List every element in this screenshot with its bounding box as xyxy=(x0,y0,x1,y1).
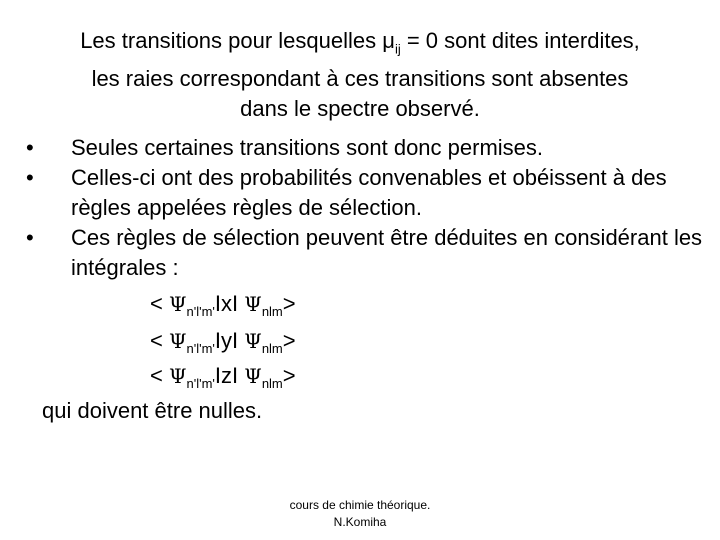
bullet-item xyxy=(26,223,706,283)
psi-subscript: n'l'm' xyxy=(186,341,215,356)
footer-author: N.Komiha xyxy=(333,515,387,529)
intro-line-1 xyxy=(20,26,700,64)
operator: IzI xyxy=(214,363,245,388)
bracket-open: < xyxy=(150,291,169,316)
integral-y xyxy=(150,326,296,356)
bullet-icon: • xyxy=(26,225,34,250)
bracket-close: > xyxy=(282,363,296,388)
psi-subscript: n'l'm' xyxy=(186,304,215,319)
psi-symbol: Ψ xyxy=(168,292,187,316)
intro-line-1-text: Les transitions pour lesquelles μ xyxy=(80,28,395,53)
bullet-icon: • xyxy=(26,135,34,160)
conclusion-text: qui doivent être nulles. xyxy=(42,398,263,423)
bracket-open: < xyxy=(150,363,169,388)
operator: IxI xyxy=(214,291,245,316)
bracket-close: > xyxy=(282,328,296,353)
psi-subscript: n'l'm' xyxy=(186,376,215,391)
mu-subscript: ij xyxy=(394,41,401,57)
bracket-open: < xyxy=(150,328,169,353)
psi-symbol: Ψ xyxy=(244,364,262,388)
bullet-text: Seules certaines transitions sont donc permises. xyxy=(71,135,544,160)
bullet-item xyxy=(26,163,706,223)
operator: IyI xyxy=(214,328,245,353)
bracket-close: > xyxy=(282,291,296,316)
psi-symbol: Ψ xyxy=(168,364,187,388)
psi-subscript: nlm xyxy=(261,341,283,356)
bullet-icon: • xyxy=(26,165,34,190)
integral-z xyxy=(150,361,296,391)
bullet-text: Ces règles de sélection peuvent être déduites en considérant les intégrales : xyxy=(71,225,703,280)
psi-subscript: nlm xyxy=(261,376,283,391)
intro-line-2: les raies correspondant à ces transitions sont absentes xyxy=(91,66,629,92)
integral-x xyxy=(150,289,296,319)
footer-course: cours de chimie théorique. xyxy=(289,498,431,512)
intro-line-3: dans le spectre observé. xyxy=(240,96,480,122)
psi-subscript: nlm xyxy=(261,304,283,319)
intro-paragraph xyxy=(20,26,700,124)
bullet-list xyxy=(26,133,706,283)
bullet-item xyxy=(26,133,706,163)
intro-line-1-end: = 0 sont dites interdites, xyxy=(400,28,640,53)
footer xyxy=(260,497,460,531)
psi-symbol: Ψ xyxy=(244,329,262,353)
bullet-text: Celles-ci ont des probabilités convenables et obéissent à des règles appelées règles de sélection. xyxy=(71,165,667,220)
psi-symbol: Ψ xyxy=(168,329,187,353)
psi-symbol: Ψ xyxy=(244,292,262,316)
